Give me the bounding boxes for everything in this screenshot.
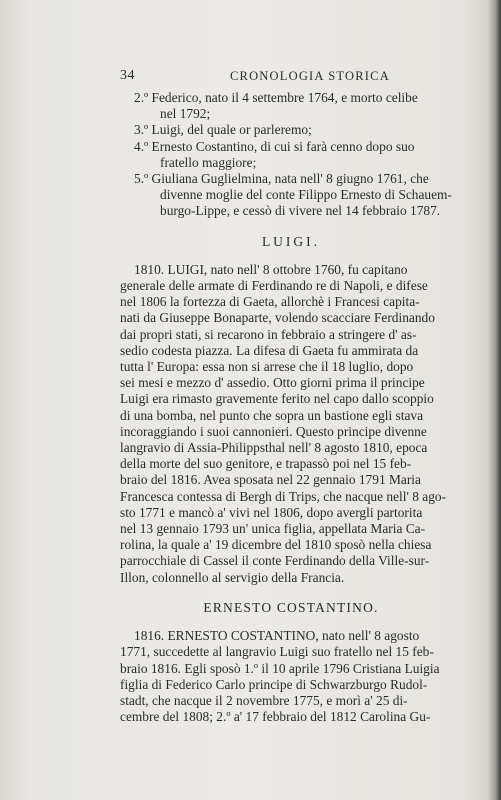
text-line: cembre del 1808; 2.º a' 17 febbraio del 1812 Carolina Gu- bbox=[120, 709, 431, 725]
text-line: nel 1806 la fortezza di Gaeta, allorchè i Francesi capita- bbox=[120, 294, 420, 310]
text-line: dai propri stati, si recarono in febbraio a stringere d' as- bbox=[120, 326, 417, 342]
children-list bbox=[120, 90, 462, 220]
text-line: incoraggiando i suoi cannonieri. Questo principe divenne bbox=[120, 423, 427, 439]
text-line: braio 1816. Egli sposò 1.º il 10 aprile 1796 Cristiana Luigia bbox=[120, 660, 440, 676]
list-line: fratello maggiore; bbox=[160, 154, 257, 170]
list-line: burgo-Lippe, e cessò di vivere nel 14 febbraio 1787. bbox=[160, 203, 441, 219]
text-line: sei mesi e mezzo d' assedio. Otto giorni prima il principe bbox=[120, 375, 425, 391]
text-line: rolina, la quale a' 19 dicembre del 1810 sposò nella chiesa bbox=[120, 537, 432, 553]
luigi-paragraph bbox=[120, 262, 462, 586]
list-line: 3.º Luigi, del quale or parleremo; bbox=[134, 122, 312, 138]
text-line: Francesca contessa di Bergh di Trips, che nacque nell' 8 ago- bbox=[120, 488, 447, 504]
text-line: di una bomba, nel punto che sopra un bastione egli stava bbox=[120, 407, 424, 423]
text-line: Luigi era rimasto gravemente ferito nel capo dallo scoppio bbox=[120, 391, 434, 407]
section-heading-luigi: LUIGI. bbox=[261, 233, 321, 249]
running-title: CRONOLOGIA STORICA bbox=[230, 69, 390, 83]
text-line: braio del 1816. Avea sposata nel 22 gennaio 1791 Maria bbox=[120, 472, 421, 488]
page-edge-shadow bbox=[487, 0, 501, 800]
text-line: nel 13 gennaio 1793 un' unica figlia, appellata Maria Ca- bbox=[120, 521, 426, 537]
text-line: 1816. ERNESTO COSTANTINO, nato nell' 8 agosto bbox=[134, 628, 420, 644]
text-line: generale delle armate di Ferdinando re di Napoli, e difese bbox=[120, 278, 428, 294]
list-line: 2.º Federico, nato il 4 settembre 1764, e morto celibe bbox=[134, 90, 418, 105]
text-line: 1810. LUIGI, nato nell' 8 ottobre 1760, fu capitano bbox=[134, 261, 408, 277]
page-header bbox=[120, 68, 462, 88]
text-line: sto 1771 e mancò a' vivi nel 1806, dopo avergli partorita bbox=[120, 504, 423, 520]
section-heading-ernesto: ERNESTO COSTANTINO. bbox=[203, 599, 379, 615]
page-content bbox=[120, 68, 462, 725]
text-line: Illon, colonnello al servigio della Francia. bbox=[120, 569, 345, 585]
ernesto-paragraph bbox=[120, 628, 462, 725]
list-line: 4.º Ernesto Costantino, di cui si farà cenno dopo suo bbox=[134, 138, 415, 154]
text-line: parrocchiale di Cassel il conte Ferdinando della Ville-sur- bbox=[120, 553, 430, 569]
text-line: tutta l' Europa: essa non si arrese che il 18 luglio, dopo bbox=[120, 359, 414, 375]
list-line: divenne moglie del conte Filippo Ernesto di Schauem- bbox=[160, 187, 452, 203]
list-line: 5.º Giuliana Guglielmina, nata nell' 8 giugno 1761, che bbox=[134, 171, 429, 187]
text-line: della morte del suo genitore, e trapassò poi nel 15 feb- bbox=[120, 456, 412, 472]
text-line: nati da Giuseppe Bonaparte, volendo scacciare Ferdinando bbox=[120, 310, 435, 326]
text-line: 1771, succedette al langravio Luigi suo fratello nel 15 feb- bbox=[120, 644, 434, 660]
text-line: stadt, che nacque il 2 novembre 1775, e morì a' 25 di- bbox=[120, 692, 408, 708]
list-line: nel 1792; bbox=[160, 106, 211, 122]
text-line: sedio codesta piazza. La difesa di Gaeta fu ammirata da bbox=[120, 342, 419, 358]
text-line: figlia di Federico Carlo principe di Schwarzburgo Rudol- bbox=[120, 676, 428, 692]
page-number: 34 bbox=[120, 68, 135, 83]
text-line: langravio di Assia-Philippsthal nell' 8 agosto 1810, epoca bbox=[120, 440, 428, 456]
